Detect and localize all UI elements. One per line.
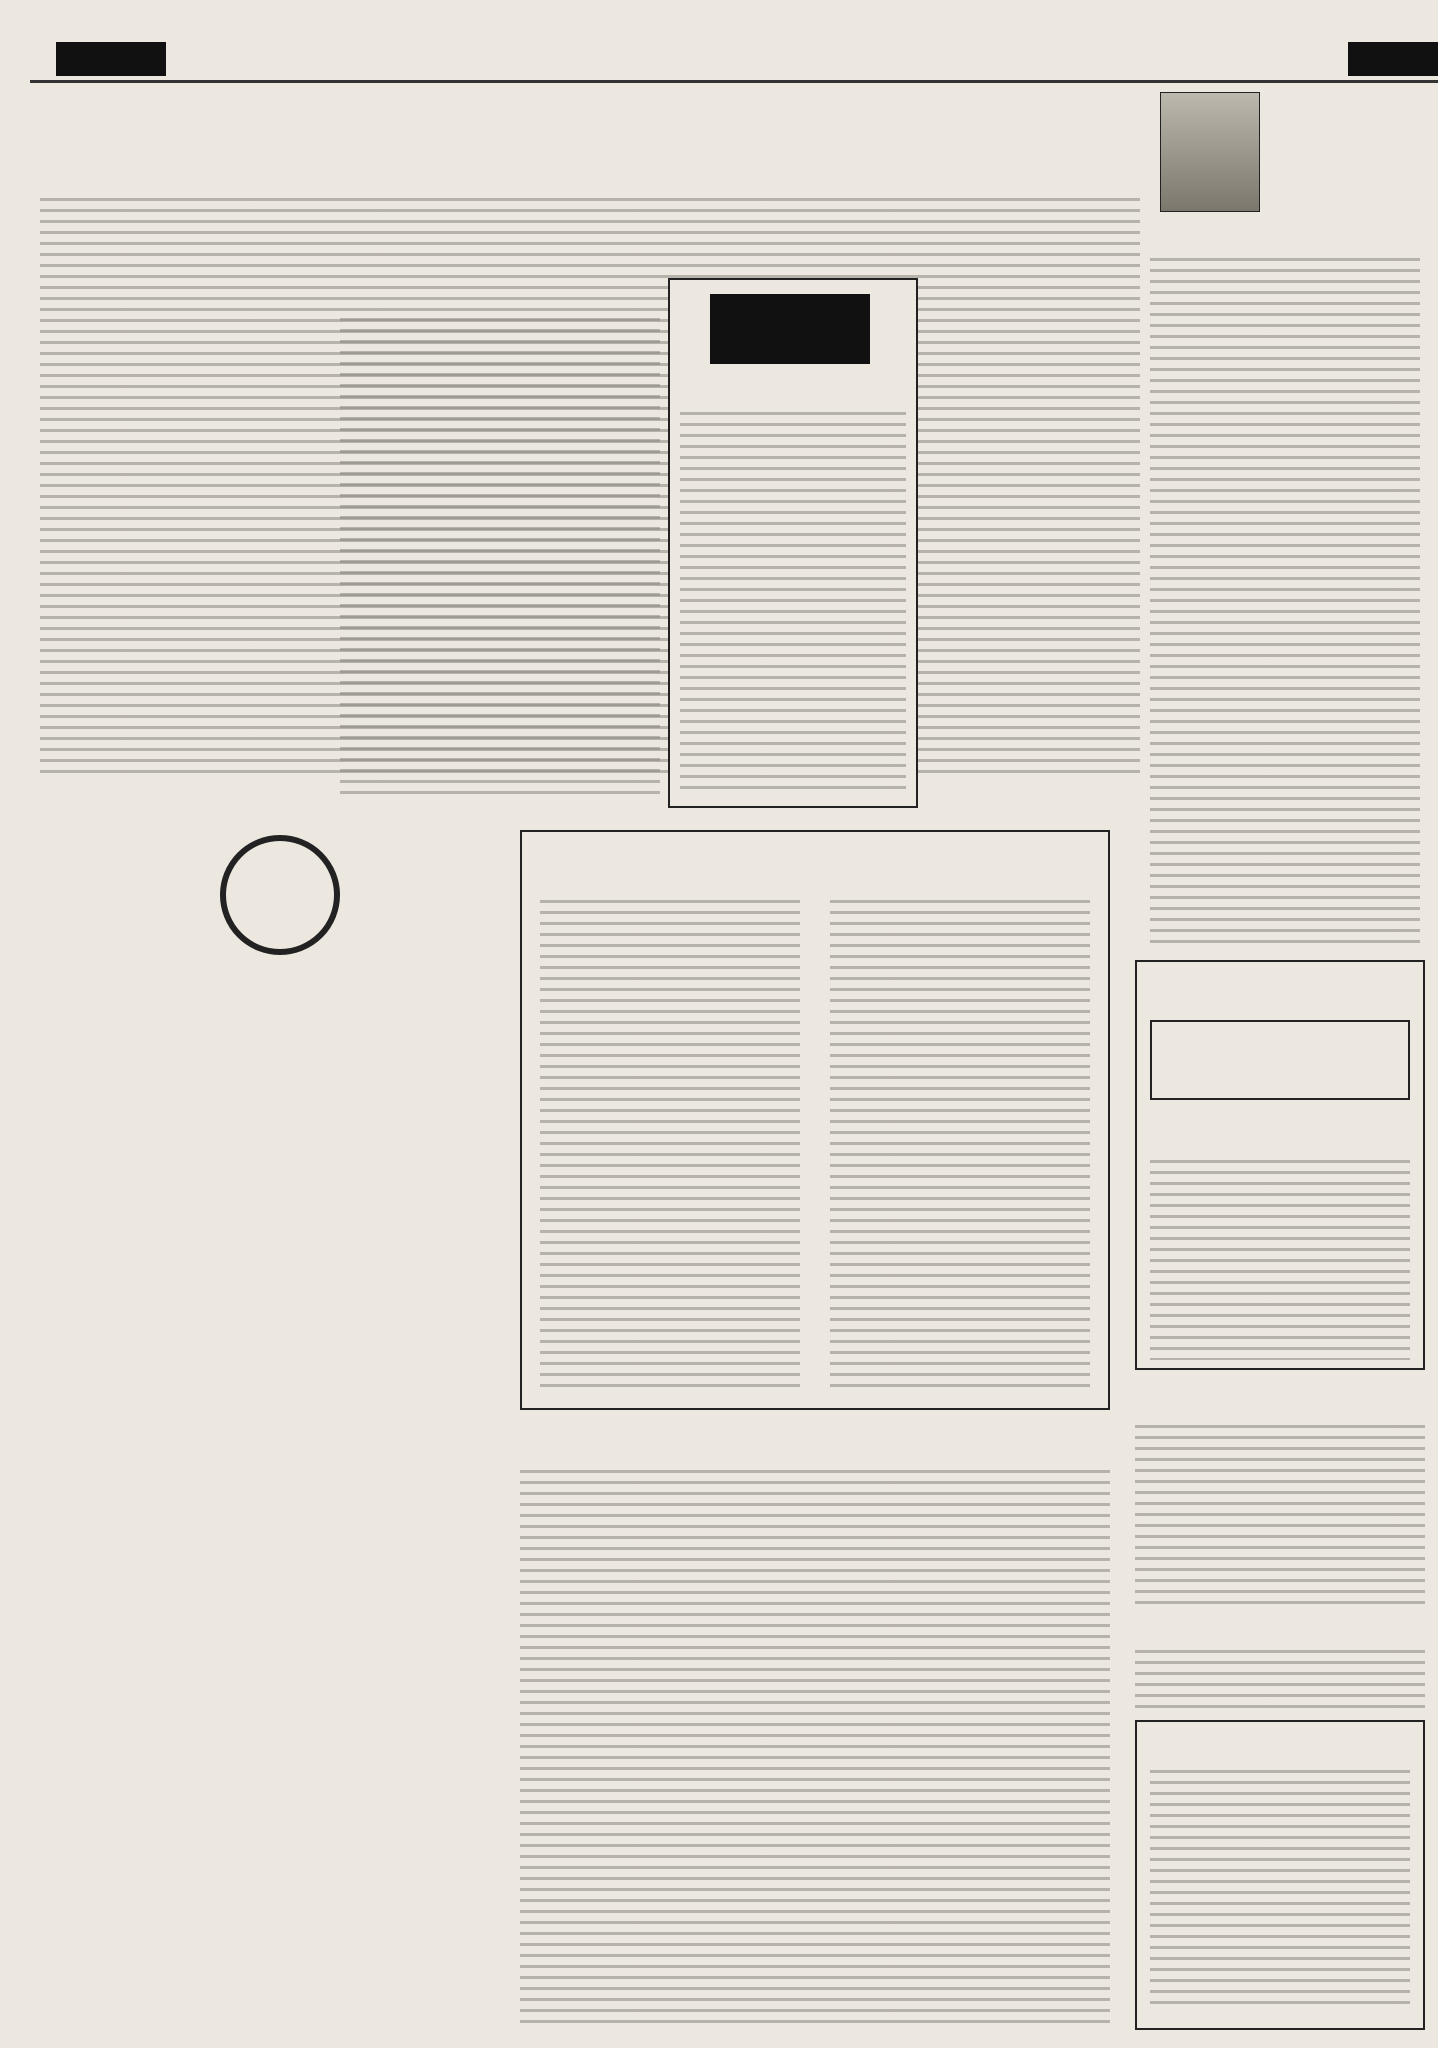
advert-text	[10, 1000, 500, 2040]
headline-kicker	[180, 82, 1100, 106]
money-body	[1150, 1160, 1410, 1360]
meeting-body	[1150, 1770, 1410, 2010]
bazaar-title	[710, 294, 870, 364]
middle-body-1	[540, 900, 800, 1390]
meeting-title	[1150, 1730, 1410, 1760]
bazaar-body	[680, 412, 906, 797]
bazaar-box	[668, 278, 918, 808]
middle-title-1	[540, 845, 800, 885]
col-right-title	[1150, 214, 1420, 254]
world-body	[1135, 1425, 1425, 1605]
bazaar-subtitle	[680, 376, 906, 406]
notice-title	[1135, 1615, 1425, 1645]
portrait-photo	[1160, 92, 1260, 212]
middle-title-2	[830, 845, 1090, 885]
mid-articles-body	[340, 318, 660, 798]
middle-body-3	[520, 1470, 1110, 2030]
main-headline	[40, 104, 1110, 184]
money-title	[1150, 1130, 1410, 1154]
photo-caption	[1265, 150, 1415, 200]
money-logo	[1150, 1020, 1410, 1100]
notice-body	[1135, 1650, 1425, 1710]
world-title	[1135, 1390, 1425, 1420]
section-label	[1348, 42, 1438, 76]
advert-org	[20, 960, 480, 990]
dateline	[298, 44, 1338, 74]
col-right-body	[1150, 258, 1420, 948]
page-number	[56, 42, 166, 76]
middle-title-3	[540, 1430, 1100, 1460]
org-logo	[220, 835, 340, 955]
middle-body-2	[830, 900, 1090, 1390]
